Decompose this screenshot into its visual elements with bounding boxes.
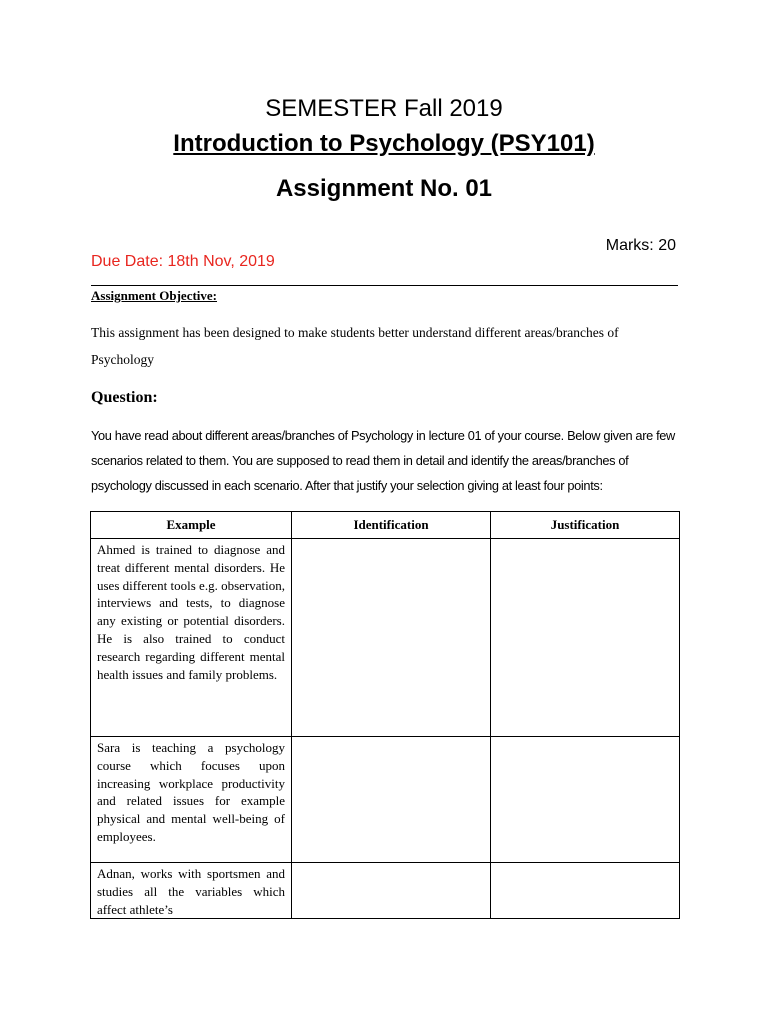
column-header-identification: Identification: [292, 512, 491, 539]
assignment-title: Assignment No. 01: [275, 175, 493, 202]
objective-heading: Assignment Objective:: [91, 288, 218, 303]
question-heading: Question:: [91, 389, 158, 406]
header-divider: [91, 285, 678, 286]
scenario-table: [90, 511, 680, 919]
course-title: Introduction to Psychology (PSY101): [173, 130, 595, 157]
column-header-example: Example: [91, 512, 292, 539]
table-header-row: [91, 512, 680, 539]
example-cell: [91, 737, 292, 863]
example-text: Sara is teaching a psychology course which focuses upon increasing workplace productivity and related issues for example physical and mental well-being of employees.: [97, 740, 285, 844]
identification-cell: [292, 863, 491, 919]
marks-label: Marks: 20: [605, 237, 676, 254]
table-row: [91, 539, 680, 737]
identification-cell: [292, 737, 491, 863]
example-text: Ahmed is trained to diagnose and treat different mental disorders. He uses different tools e.g. observation, interviews and tests, to diagnose any existing or potential disorders. He is also trained to conduct research regarding different mental health issues and family problems.: [97, 542, 285, 682]
justification-cell: [491, 863, 680, 919]
due-date: Due Date: 18th Nov, 2019: [91, 253, 275, 270]
identification-cell: [292, 539, 491, 737]
column-header-justification: Justification: [491, 512, 680, 539]
example-cell: [91, 539, 292, 737]
justification-cell: [491, 539, 680, 737]
table-row: [91, 737, 680, 863]
question-text: You have read about different areas/branches of Psychology in lecture 01 of your course. Below given are few scenarios related to them. You are supposed to read them in detail and identify the areas/branches of psychology discussed in each scenario. After that justify your selection giving at least four points:: [91, 428, 675, 493]
semester-title: SEMESTER Fall 2019: [265, 95, 503, 122]
example-cell: [91, 863, 292, 919]
objective-text: This assignment has been designed to make students better understand different areas/branches of Psychology: [91, 325, 619, 367]
example-text: Adnan, works with sportsmen and studies all the variables which affect athlete’s: [97, 866, 285, 917]
justification-cell: [491, 737, 680, 863]
table-row: [91, 863, 680, 919]
